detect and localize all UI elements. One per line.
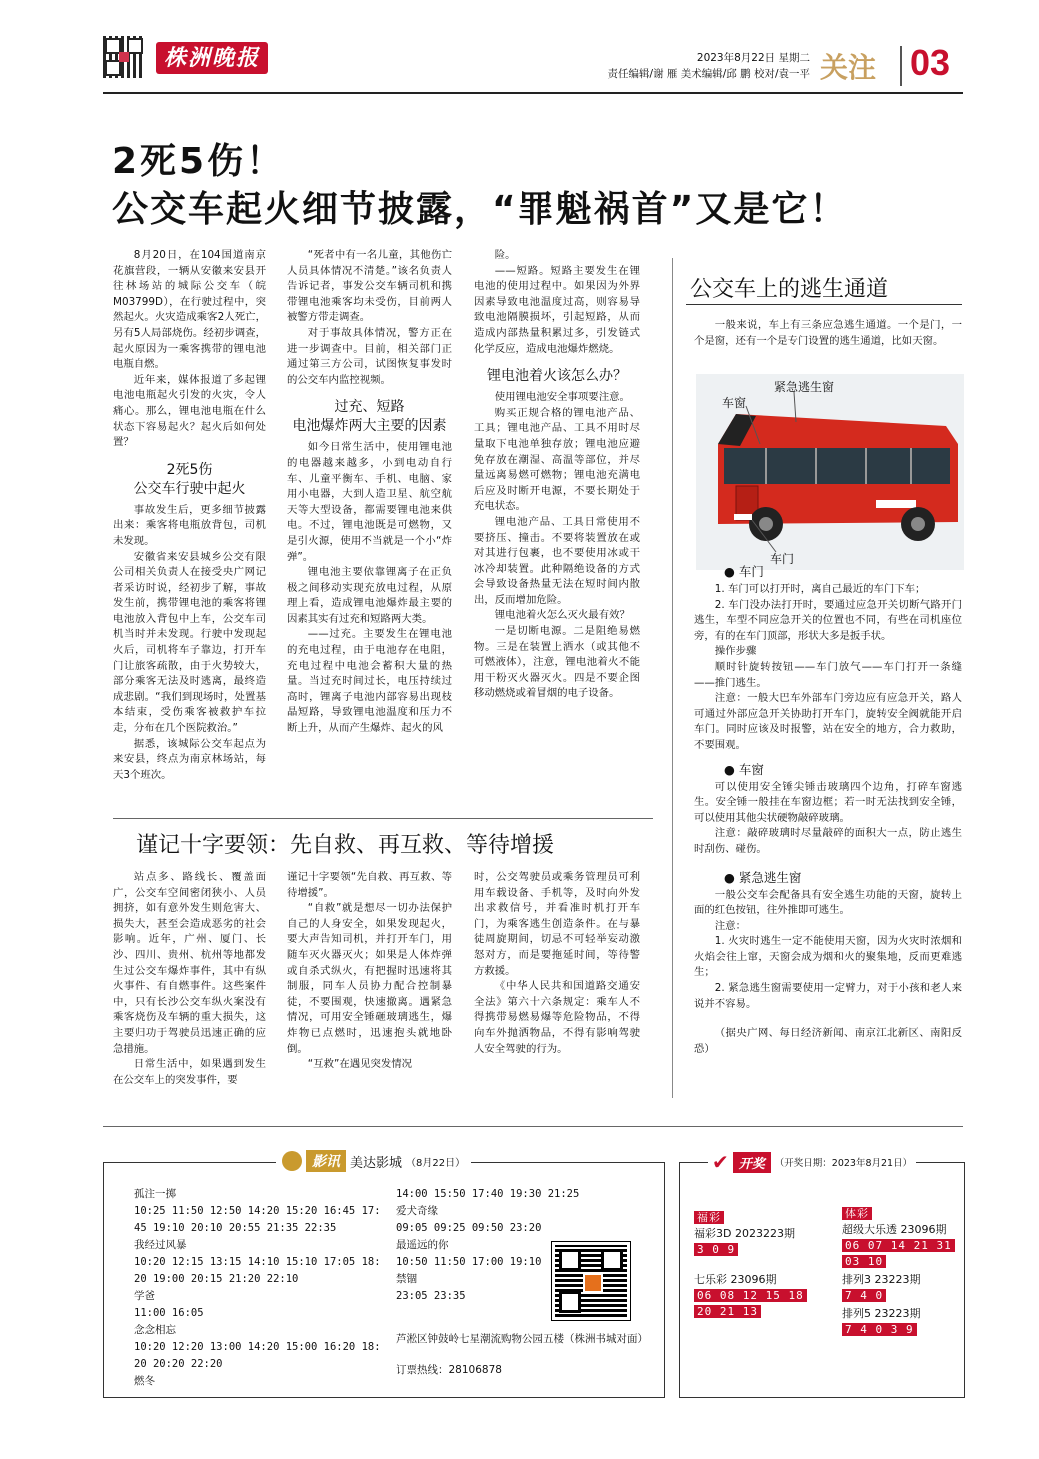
bottom-separator xyxy=(103,1126,963,1127)
fig-label-escape: 紧急逃生窗 xyxy=(774,380,835,394)
col3-paragraph: ——短路。短路主要发生在锂电池的使用过程中。如果因为外界因素导致电池温度过高，则容易导致电池隔膜损坏，引起短路，从而造成内部热量积累过多，引发链式化学反应，造成电池爆炸燃烧。 xyxy=(474,264,640,355)
pl3-numbers: 7 4 0 xyxy=(842,1289,886,1302)
header-date: 2023年8月22日 星期二 xyxy=(696,52,810,64)
header-editors: 责任编辑/谢 雁 美术编辑/邱 鹏 校对/袁一平 xyxy=(607,68,810,80)
ticai-tag: 体彩 xyxy=(842,1207,872,1220)
pl3-label: 排列3 23223期 xyxy=(842,1273,921,1286)
col1-paragraph: 据悉，该城际公交车起点为来安县，终点为南京林场站，每天3个班次。 xyxy=(113,737,266,781)
cinema-line: 我经过风暴 xyxy=(134,1239,187,1251)
cinema-line: 最遥远的你 xyxy=(396,1239,449,1251)
col2-paragraph: ——过充。主要发生在锂电池的充电过程，由于电池存在电阻，充电过程中电池会蓄积大量的热量。当过充时间过长，电压持续过高时，锂离子电池内部容易出现枝晶短路，导致锂电池温度和压力不断上升，从而产生爆炸、起火的风 xyxy=(287,628,452,735)
escape-heading-hatch-label: 紧急逃生窗 xyxy=(738,869,802,885)
cinema-line: 10:20 12:15 13:15 14:10 15:10 17:05 18: xyxy=(134,1256,381,1268)
cinema-schedule-right xyxy=(396,1186,580,1305)
sidebar-divider xyxy=(672,258,673,1098)
tips-top-rule xyxy=(113,818,653,819)
col2-paragraph: “死者中有一名儿童，其他伤亡人员具体情况不清楚。”该名负责人告诉记者，事发公交车辆司机和携带锂电池乘客均未受伤，目前两人被警方带走调查。 xyxy=(287,249,452,324)
cinema-line: 45 19:10 20:10 20:55 21:35 22:35 xyxy=(134,1222,337,1234)
logo-text: 株洲晚报 xyxy=(163,45,260,71)
tips-paragraph: 《中华人民共和国道路交通安全法》第六十六条规定：乘车人不得携带易燃易爆等危险物品，不得向车外抛洒物品，不得有影响驾驶人安全驾驶的行为。 xyxy=(474,980,640,1055)
escape-door-2: 2. 车门没办法打开时，要通过应急开关切断气路开门逃生，车型不同应急开关的位置也不同，有些在司机座位旁，有的在车门顶部，形状大多是扳手状。 xyxy=(694,598,962,642)
cinema-schedule-left xyxy=(134,1186,386,1390)
bus-illustration xyxy=(696,374,964,570)
cinema-line: 10:20 12:20 13:00 14:20 15:00 16:20 18: xyxy=(134,1341,381,1353)
cinema-line: 孤注一掷 xyxy=(134,1188,176,1200)
cinema-badge: 影讯 xyxy=(306,1150,346,1172)
bullet-icon: ● xyxy=(724,869,735,885)
escape-hatch-note-title: 注意： xyxy=(714,919,746,932)
cinema-header xyxy=(276,1150,471,1172)
tips-paragraph: 时，公交驾驶员或乘务管理员可利用车载设备、手机等，及时向外发出求救信号，并看准时机打开车门，为乘客逃生创造条件。在与暴徒周旋期间，切忌不可轻举妄动激怒对方，而是要拖延时间，等待警方救援。 xyxy=(474,871,640,977)
tips-paragraph: “互救”在遇见突发情况 xyxy=(307,1058,413,1071)
dlt-numbers-2: 03 10 xyxy=(842,1255,886,1268)
qlc-label: 七乐彩 23096期 xyxy=(694,1273,777,1286)
col1-paragraph: 事故发生后，更多细节披露出来：乘客将电瓶放背包，司机未发现。 xyxy=(113,503,266,547)
col3-paragraph: 购买正规合格的锂电池产品、工具；锂电池产品、工具不用时尽量取下电池单独存放；锂电池应避免存放在潮湿、高温等部位，并尽量远离易燃可燃物；锂电池充满电后应及时断开电源，不要长期处于充电状态。 xyxy=(474,406,640,513)
cinema-line: 学爸 xyxy=(134,1290,155,1302)
tips-column-3 xyxy=(474,870,640,1057)
col3-subhead: 锂电池着火该怎么办？ xyxy=(487,368,627,385)
fucai-tag: 福彩 xyxy=(694,1211,724,1224)
col1-paragraph: 8月20日，在104国道南京花旗营段，一辆从安徽来安县开往林场站的城际公交车（皖M03799D），在行驶过程中，突然起火。火灾造成乘客2人死亡，另有5人局部烧伤。经初步调查，起火原因为一乘客携带的锂电池电瓶自燃。 xyxy=(113,249,266,371)
escape-heading-window xyxy=(724,760,962,778)
tips-paragraph: 站点多、路线长、覆盖面广，公交车空间密闭狭小、人员拥挤，如有意外发生则危害大、损失大，甚至会造成恶劣的社会影响。近年，广州、厦门、长沙、四川、贵州、杭州等地都发生过公交车爆炸事件，其中有纵火事件、有自燃事件。这些案件中，只有长沙公交车纵火案没有乘客烧伤及车辆的重大损失，这主要归功于驾驶员迅速正确的应急措施。 xyxy=(113,871,266,1055)
fc3d-numbers: 3 0 9 xyxy=(694,1243,738,1256)
headline-line2: 公交车起火细节披露，“罪魁祸首”又是它！ xyxy=(112,189,848,230)
col2-subhead-line: 过充、短路 xyxy=(334,399,405,416)
tips-paragraph: 日常生活中，如果遇到发生在公交车上的突发事件，要 xyxy=(113,1058,266,1086)
cinema-date: （8月22日） xyxy=(406,1157,466,1169)
col2-paragraph: 锂电池主要依靠锂离子在正负极之间移动实现充放电过程，从原理上看，造成锂电池爆炸最主要的因素其实有过充和短路两大类。 xyxy=(287,566,452,625)
col1-paragraph: 近年来，媒体报道了多起锂电池电瓶起火引发的火灾，令人痛心。那么，锂电池电瓶在什么状态下容易起火？起火后如何处置？ xyxy=(113,373,266,449)
qr-code-header xyxy=(103,36,145,78)
escape-heading-hatch xyxy=(724,868,962,886)
pl5-label: 排列5 23223期 xyxy=(842,1307,921,1320)
escape-intro: 一般来说，车上有三条应急逃生通道。一个是门，一个是窗，还有一个是专门设置的逃生通道，比如天窗。 xyxy=(694,319,962,347)
lottery-ticai xyxy=(842,1206,958,1338)
page-number: 03 xyxy=(910,42,951,83)
dlt-label: 超级大乐透 23096期 xyxy=(842,1223,947,1236)
cinema-line: 14:00 15:50 17:40 19:30 21:25 xyxy=(396,1188,580,1200)
qlc-numbers-1: 06 08 12 15 18 xyxy=(694,1289,807,1302)
col1-subhead xyxy=(113,461,266,499)
escape-door-1: 1. 车门可以打开时，离自己最近的车门下车； xyxy=(714,583,926,595)
cinema-qr-code xyxy=(552,1242,630,1320)
lottery-header xyxy=(708,1150,916,1174)
col3-paragraph: 使用锂电池安全事项要注意。 xyxy=(494,391,630,404)
col2-subhead xyxy=(287,398,452,436)
section-name: 关注 xyxy=(820,51,877,84)
escape-heading-door xyxy=(724,562,962,580)
section-divider xyxy=(900,46,902,86)
escape-window-note: 注意：敲碎玻璃时尽量敲碎的面积大一点，防止逃生时刮伤、碰伤。 xyxy=(694,827,962,855)
tips-title: 谨记十字要领：先自救、再互救、等待增援 xyxy=(136,833,555,858)
cinema-line: 11:00 16:05 xyxy=(134,1307,204,1319)
qlc-numbers-2: 20 21 13 xyxy=(694,1305,761,1318)
pl5-numbers: 7 4 0 3 9 xyxy=(842,1323,917,1336)
lottery-date: （开奖日期：2023年8月21日） xyxy=(774,1158,913,1169)
fc3d-label: 福彩3D 2023223期 xyxy=(694,1227,795,1240)
escape-steps-title: 操作步骤 xyxy=(714,645,757,658)
col3-paragraph: 险。 xyxy=(494,249,516,261)
dlt-numbers-1: 06 07 14 21 31 xyxy=(842,1239,955,1252)
col1-subhead-line: 公交车行驶中起火 xyxy=(133,480,246,497)
cinema-line: 爱犬奇缘 xyxy=(396,1205,438,1217)
fig-label-door: 车门 xyxy=(770,552,795,566)
escape-steps: 顺时针旋转按钮——车门放气——车门打开一条缝——推门逃生。 xyxy=(694,660,962,689)
col2-subhead-line: 电池爆炸两大主要的因素 xyxy=(292,418,447,435)
cinema-line: 10:50 11:50 17:00 19:10 xyxy=(396,1256,542,1268)
escape-source: （据央广网、每日经济新闻、南京江北新区、南阳反恐） xyxy=(694,1027,962,1055)
escape-title-rule xyxy=(686,304,962,305)
cinema-line: 燃冬 xyxy=(134,1375,155,1387)
fig-label-window: 车窗 xyxy=(722,396,747,410)
cinema-hotline: 订票热线：28106878 xyxy=(396,1364,502,1376)
escape-hatch-n1: 1. 火灾时逃生一定不能使用天窗，因为火灾时浓烟和火焰会往上窜，天窗会成为烟和火的聚集地，反而更难逃生； xyxy=(694,935,962,979)
film-icon xyxy=(282,1151,302,1171)
escape-heading-door-label: 车门 xyxy=(738,564,764,579)
article-column-3 xyxy=(474,248,640,702)
col1-paragraph: 安徽省来安县城乡公交有限公司相关负责人在接受央广网记者采访时说，经初步了解，事故发生前，携带锂电池的乘客将锂电池放入背包中上车，公交车司机当时并未发现。行驶中发现起火后，司机将车子靠边，打开车门让旅客疏散，由于火势较大，部分乘客无法及时逃离，最终造成悲剧。“我们到现场时，处置基本结束，受伤乘客被救护车拉走，分布在几个医院救治。” xyxy=(113,550,266,735)
bullet-icon: ● xyxy=(724,761,735,777)
escape-hatch-n2: 2. 紧急逃生窗需要使用一定臂力，对于小孩和老人来说并不容易。 xyxy=(694,982,962,1010)
escape-window-1: 可以使用安全锤尖锤击玻璃四个边角，打碎车窗逃生。安全锤一般挂在车窗边框；若一时无法找到安全锤，可以使用其他尖状硬物敲碎玻璃。 xyxy=(694,780,962,824)
tips-paragraph: 谨记十字要领“先自救、再互救、等待增援”。 xyxy=(287,871,452,899)
col2-paragraph: 如今日常生活中，使用锂电池的电器越来越多，小到电动自行车、儿童平衡车、手机、电脑、家用小电器，大到人造卫星、航空航天等大型设备，都需要锂电池来供电。不过，锂电池既是可燃物，又是引火源，使用不当就是一个小“炸弹”。 xyxy=(287,441,452,563)
header-rule xyxy=(103,92,963,94)
cinema-line: 念念相忘 xyxy=(134,1324,176,1336)
cinema-line: 20 20:20 22:20 xyxy=(134,1358,223,1370)
col1-subhead-line: 2死5伤 xyxy=(166,461,213,478)
escape-heading-window-label: 车窗 xyxy=(738,761,764,777)
cinema-line: 禁锢 xyxy=(396,1273,417,1285)
lottery-badge: 开奖 xyxy=(733,1152,771,1173)
newspaper-logo xyxy=(156,42,268,74)
cinema-line: 09:05 09:25 09:50 23:20 xyxy=(396,1222,542,1234)
cinema-line: 10:25 11:50 12:50 14:20 15:20 16:45 17: xyxy=(134,1205,381,1217)
headline-line1: 2死5伤！ xyxy=(112,141,286,182)
escape-hatch-1: 一般公交车会配备具有安全逃生功能的天窗，旋转上面的红色按钮，往外推即可逃生。 xyxy=(694,888,962,917)
article-column-1 xyxy=(113,248,266,783)
col3-paragraph: 锂电池产品、工具日常使用不要挤压、撞击。不要将装置放在或对其进行包裹，也不要使用冰或干冰冷却装置。此种隔绝设备的方式会导致设备热量无法在短时间内散出，反而增加危险。 xyxy=(474,515,640,606)
cinema-address: 芦淞区钟鼓岭七星潮流购物公园五楼（株洲书城对面） xyxy=(396,1333,648,1345)
cinema-line: 20 19:00 20:15 21:20 22:10 xyxy=(134,1273,299,1285)
tips-column-2 xyxy=(287,870,452,1073)
col2-paragraph: 对于事故具体情况，警方正在进一步调查中。目前，相关部门正通过第三方公司，试图恢复事发时的公交车内监控视频。 xyxy=(287,326,452,386)
cinema-title: 美达影城 xyxy=(350,1155,403,1171)
checkmark-icon: ✔ xyxy=(712,1150,729,1174)
escape-title: 公交车上的逃生通道 xyxy=(690,277,889,302)
bullet-icon: ● xyxy=(724,564,735,579)
cinema-line: 23:05 23:35 xyxy=(396,1290,466,1302)
lottery-fucai xyxy=(694,1210,824,1320)
col3-paragraph: 锂电池着火怎么灭火最有效？ xyxy=(494,609,630,622)
article-column-2 xyxy=(287,248,452,737)
escape-body xyxy=(694,560,962,1057)
col3-paragraph: 一是切断电源。二是阻绝易燃物。三是在装置上洒水（或其他不可燃液体），注意，锂电池着火不能用干粉灭火器灭火。四是不要企图移动燃烧或着冒烟的电子设备。 xyxy=(474,625,640,700)
escape-door-note: 注意：一般大巴车外部车门旁边应有应急开关，路人可通过外部应急开关协助打开车门，旋转安全阀就能开启车门。同时应该及时报警，站在安全的地方，合力救助，不要围观。 xyxy=(694,692,962,751)
tips-paragraph: “自救”就是想尽一切办法保护自己的人身安全，如果发现起火，要大声告知司机，并打开车门，用随车灭火器灭火；如果是人体炸弹或自杀式纵火，有把握时迅速将其制服，同车人员协力配合控制暴徒，不要围观，快速撤离。遇紧急情况，可用安全锤砸玻璃逃生，爆炸物已点燃时，迅速抱头就地卧倒。 xyxy=(287,902,452,1055)
tips-column-1 xyxy=(113,870,266,1088)
